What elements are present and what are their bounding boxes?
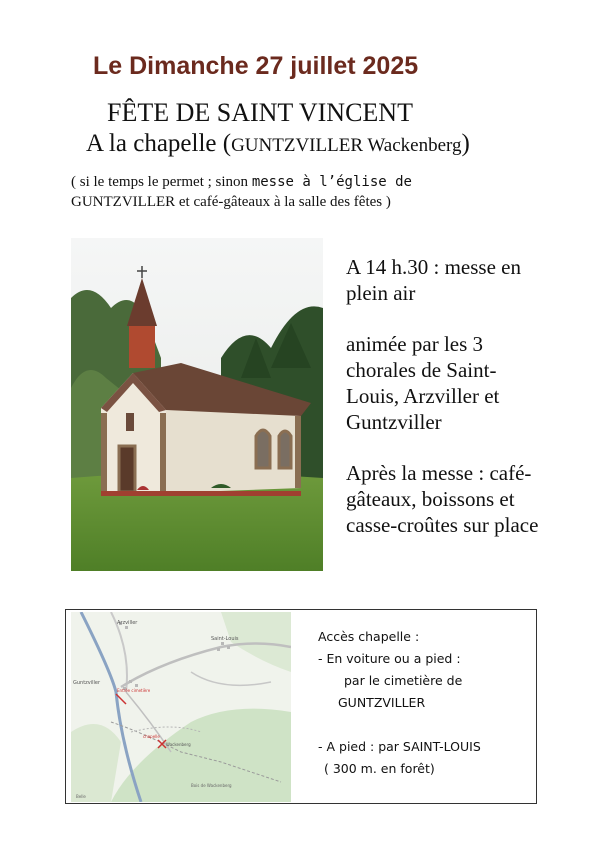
access-by-car-place: GUNTZVILLER bbox=[338, 695, 426, 710]
note-part3: GUNTZVILLER et café-gâteaux à la salle des fêtes ) bbox=[71, 194, 391, 210]
map-label-arzviller: Arzviller bbox=[117, 620, 138, 626]
location-prefix: A la chapelle ( bbox=[86, 130, 232, 157]
access-by-car: - En voiture ou a pied : bbox=[318, 651, 461, 666]
access-on-foot-distance: ( 300 m. en forêt) bbox=[324, 761, 435, 776]
map-label-cemetery: Entrée cimetière bbox=[117, 688, 151, 693]
event-date: Le Dimanche 27 juillet 2025 bbox=[93, 52, 419, 80]
access-heading: Accès chapelle : bbox=[318, 629, 420, 644]
access-on-foot: - A pied : par SAINT-LOUIS bbox=[318, 739, 481, 754]
map-label-saint-louis: Saint-Louis bbox=[211, 636, 239, 642]
location-name: GUNTZVILLER Wackenberg bbox=[231, 135, 462, 156]
map-label-chapel: chapelle bbox=[143, 734, 160, 739]
note-part2: messe à l’église de bbox=[251, 174, 412, 190]
map-label-wackenberg: Wackenberg bbox=[166, 742, 191, 747]
location-suffix: ) bbox=[461, 130, 470, 157]
map-label-guntzviller: Guntzviller bbox=[73, 680, 101, 686]
access-map bbox=[71, 612, 291, 802]
chapel-photo bbox=[71, 238, 323, 571]
access-info bbox=[318, 626, 533, 780]
weather-note bbox=[71, 172, 471, 212]
map-label-forest: Bois de Wackenberg bbox=[191, 783, 232, 788]
after-mass-info: Après la messe : café-gâteaux, boissons et casse-croûtes sur place bbox=[346, 461, 539, 537]
program-text bbox=[346, 254, 546, 563]
access-by-car-route: par le cimetière de bbox=[344, 673, 463, 688]
note-part1: ( si le temps le permet ; sinon bbox=[71, 174, 252, 190]
mass-time: A 14 h.30 : messe en plein air bbox=[346, 255, 521, 305]
event-title: FÊTE DE SAINT VINCENT bbox=[107, 98, 413, 127]
event-location bbox=[86, 130, 470, 158]
map-label-belle: Belle bbox=[76, 794, 86, 799]
choirs-info: animée par les 3 chorales de Saint-Louis, Arzviller et Guntzviller bbox=[346, 332, 500, 434]
